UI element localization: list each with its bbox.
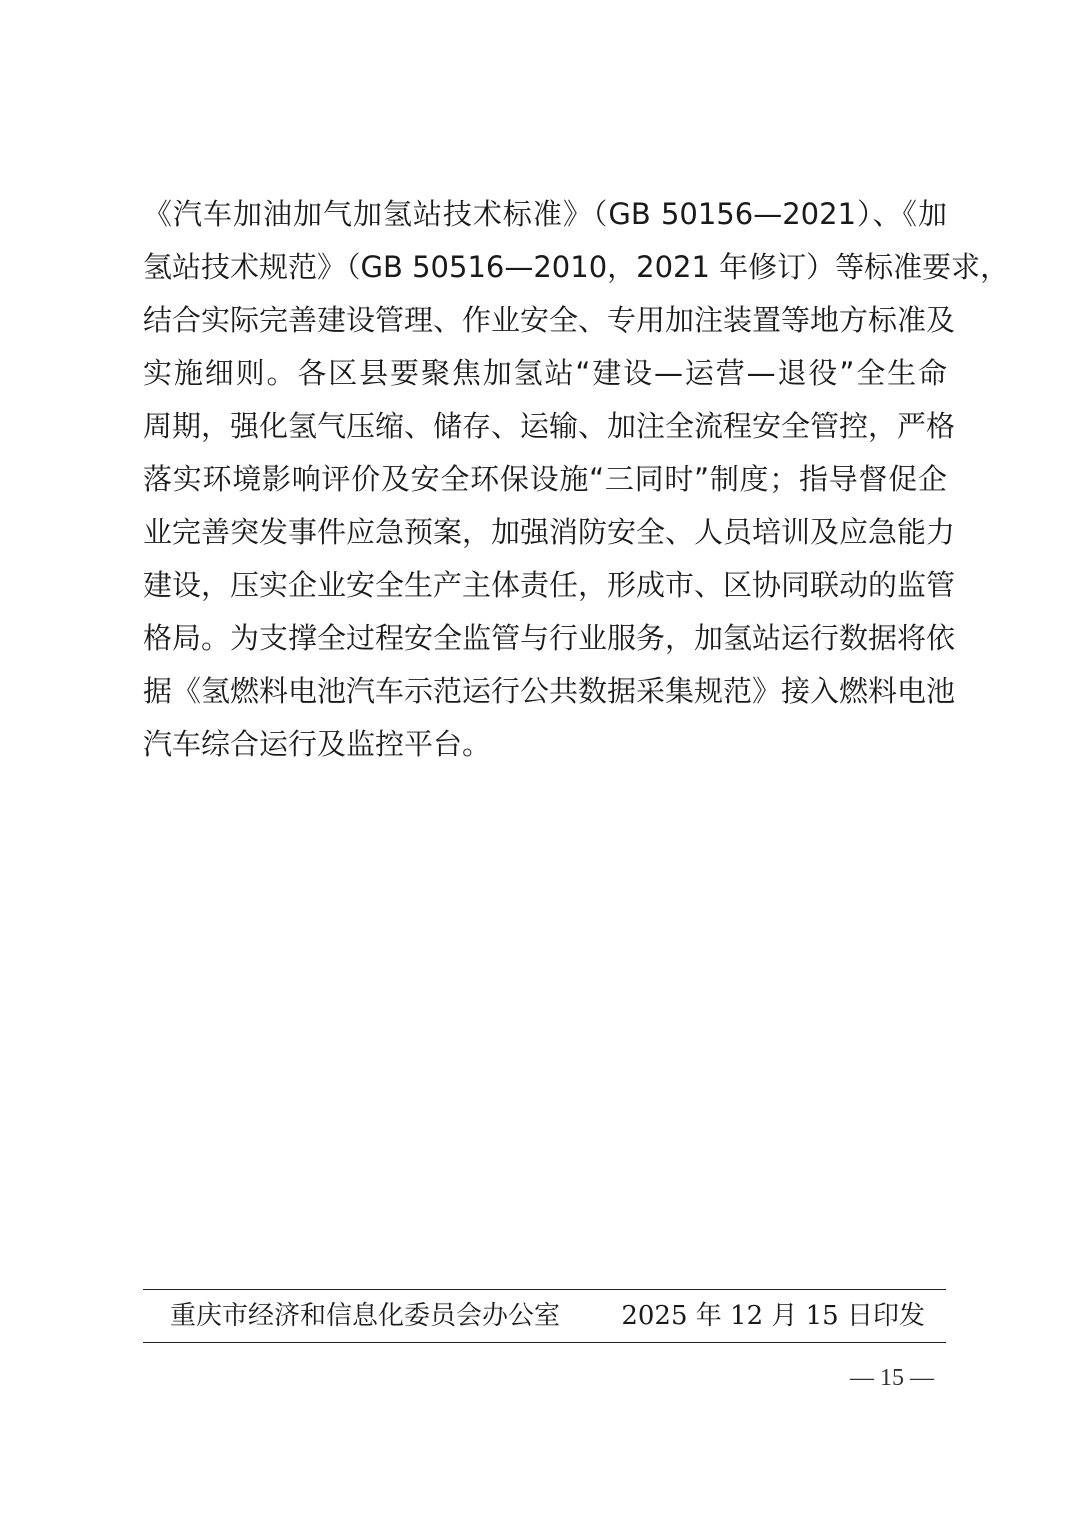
paragraph-line: 格局。为支撑全过程安全监管与行业服务，加氢站运行数据将依 (143, 621, 956, 655)
paragraph-line: 结合实际完善建设管理、作业安全、专用加注装置等地方标准及 (143, 303, 956, 337)
paragraph-line: 周期，强化氢气压缩、储存、运输、加注全流程安全管控，严格 (143, 409, 956, 443)
paragraph-line: 业完善突发事件应急预案，加强消防安全、人员培训及应急能力 (143, 515, 956, 549)
colophon-print-date: 2025 年 12 月 15 日印发 (621, 1301, 925, 1331)
paragraph-line: 落实环境影响评价及安全环保设施“三同时”制度；指导督促企 (143, 462, 947, 496)
paragraph-line: 《汽车加油加气加氢站技术标准》（GB 50156—2021）、《加 (143, 197, 947, 231)
paragraph-line: 汽车综合运行及监控平台。 (143, 727, 492, 761)
body-paragraph (143, 188, 1010, 771)
colophon-bottom-rule (143, 1342, 946, 1343)
paragraph-line: 氢站技术规范》（GB 50516—2010，2021 年修订）等标准要求， (143, 250, 1010, 284)
colophon-top-rule (143, 1289, 946, 1290)
colophon-issuer: 重庆市经济和信息化委员会办公室 (170, 1301, 561, 1331)
paragraph-line: 实施细则。各区县要聚焦加氢站“建设—运营—退役”全生命 (143, 356, 947, 390)
paragraph-line: 建设，压实企业安全生产主体责任，形成市、区协同联动的监管 (143, 568, 956, 602)
page-number: — 15 — (850, 1365, 934, 1391)
paragraph-line: 据《氢燃料电池汽车示范运行公共数据采集规范》接入燃料电池 (143, 674, 956, 708)
